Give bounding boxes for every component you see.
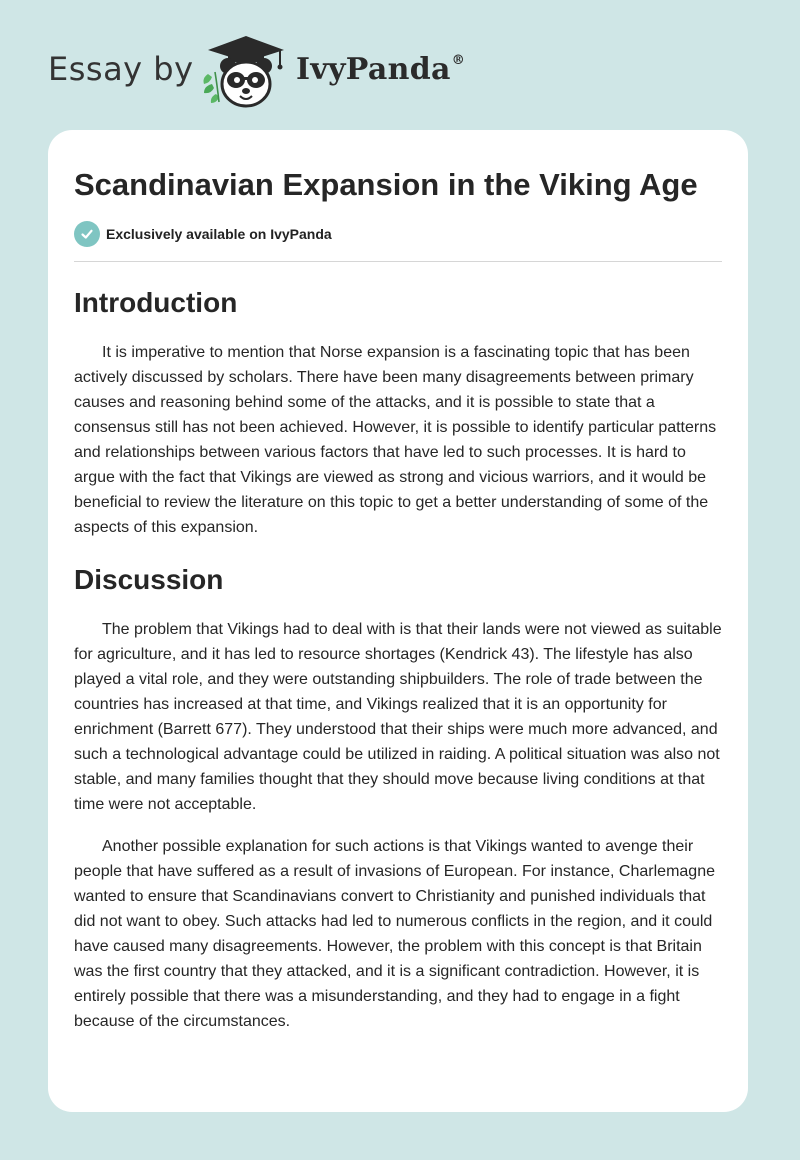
discussion-paragraph-2: Another possible explanation for such actions is that Vikings wanted to avenge their people that have suffered as a result of invasions of European. For instance, Charlemagne wanted to ensure that Scandinavians convert to Christianity and punished individuals that did not want to obey. Such attacks had led to numerous conflicts in the region, and it could have caused many disagreements. However, the problem with this concept is that Britain was the first country that they attacked, and it is a significant contradiction. However, it is entirely possible that there was a misunderstanding, and they had to engage in a fight because of the circumstances. (74, 838, 715, 1030)
site-header (0, 0, 800, 120)
essay-card (48, 130, 748, 1112)
introduction-paragraph: It is imperative to mention that Norse expansion is a fascinating topic that has been actively discussed by scholars. There have been many disagreements between primary causes and reasoning behind some of the attacks, and it is possible to state that a consensus still has not been achieved. However, it is possible to identify particular patterns and relationships between various factors that have led to such processes. It is hard to argue with the fact that Vikings are viewed as strong and vicious warriors, and it would be beneficial to review the literature on this topic to get a better understanding of some of the aspects of this expansion. (74, 344, 717, 536)
brand-text: IvyPanda (296, 52, 451, 87)
registered-mark: ® (451, 53, 466, 68)
brand-name[interactable] (296, 52, 465, 87)
section-heading-discussion: Discussion (74, 564, 224, 595)
checkmark-icon (74, 221, 100, 247)
discussion-paragraph-1: The problem that Vikings had to deal with is that their lands were not viewed as suitable for agriculture, and it has led to resource shortages (Kendrick 43). The lifestyle has also played a vital role, and they were outstanding shipbuilders. The role of trade between the countries has increased at that time, and Vikings realized that it is an opportunity for enrichment (Barrett 677). They understood that their ships were much more advanced, and such a technological advantage could be utilized in raiding. A political situation was also not stable, and many families thought that they should move because living conditions at that time were not acceptable. (74, 621, 722, 813)
title-divider (74, 261, 722, 262)
essay-title: Scandinavian Expansion in the Viking Age (74, 167, 698, 202)
essay-by-label: Essay by (48, 50, 194, 88)
exclusive-badge-text: Exclusively available on IvyPanda (106, 226, 332, 242)
panda-logo-icon[interactable] (198, 34, 294, 110)
exclusive-badge (74, 220, 722, 248)
section-heading-introduction: Introduction (74, 287, 238, 318)
